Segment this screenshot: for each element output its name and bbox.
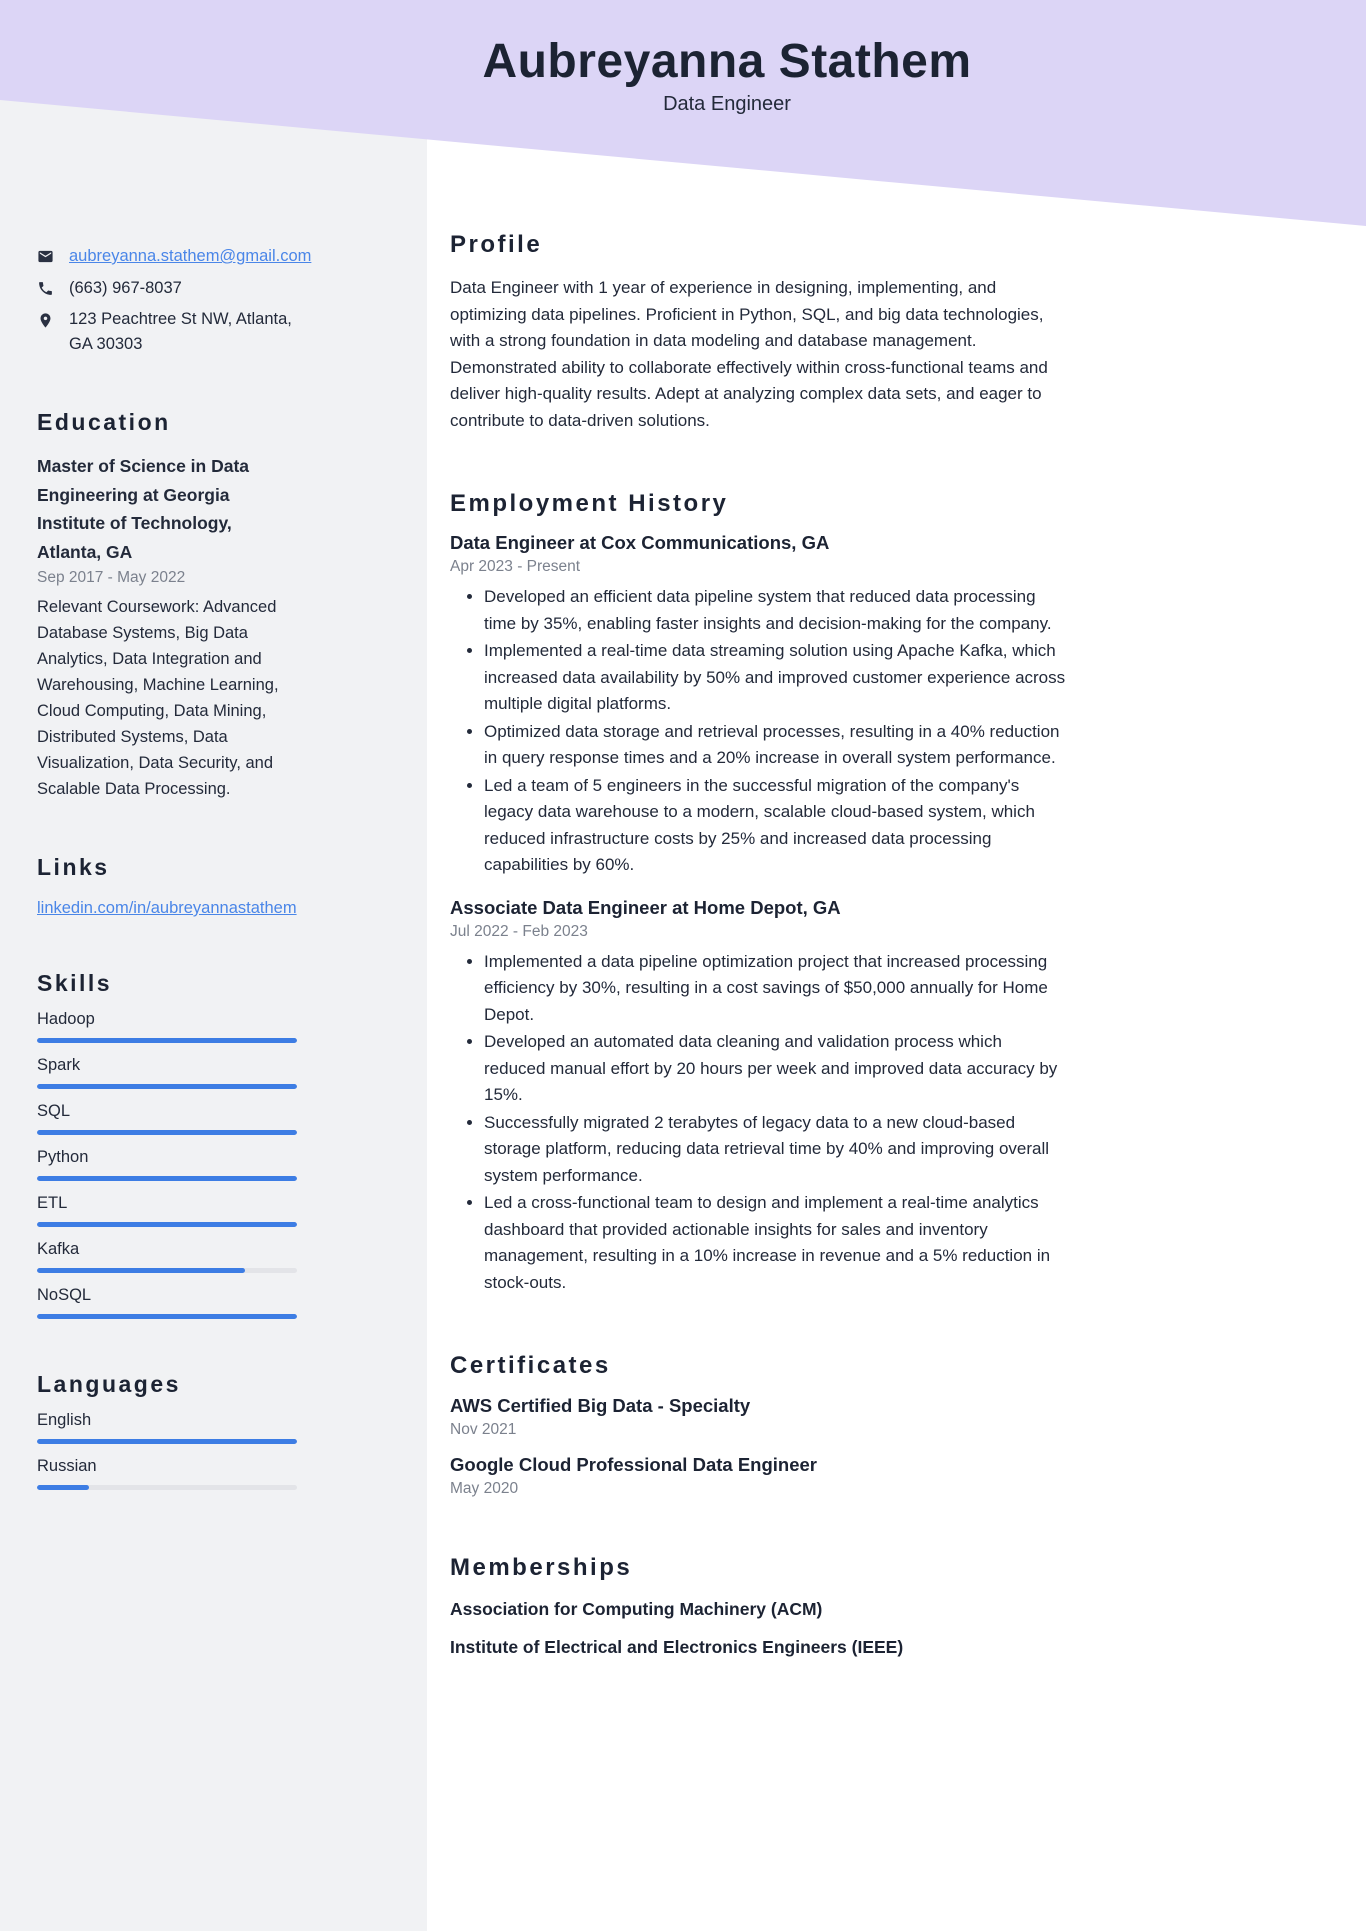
job-entry: [450, 532, 1068, 879]
language-bar-track: [37, 1485, 297, 1490]
job-dates: Jul 2022 - Feb 2023: [450, 922, 588, 940]
address-line-2: GA 30303: [69, 335, 143, 353]
skill-bar-fill: [37, 1130, 297, 1135]
skill-item: [37, 1102, 297, 1135]
job-title: Data Engineer at Cox Communications, GA: [450, 532, 830, 553]
job-bullet-list: [450, 584, 1068, 879]
address-line-1: 123 Peachtree St NW, Atlanta,: [69, 310, 292, 328]
address: [69, 307, 292, 357]
job-bullet: • Developed an automated data cleaning and validation process which reduced manual effort by 20 hours per week and improved data accuracy by 15%.: [484, 1029, 1068, 1109]
certificate-entry: [450, 1454, 1068, 1498]
skill-name: Python: [37, 1148, 89, 1166]
language-item: [37, 1457, 297, 1490]
skill-item: [37, 1056, 297, 1089]
phone-number: (663) 967-8037: [69, 279, 182, 297]
job-bullet: • Led a team of 5 engineers in the successful migration of the company's legacy data warehouse to a modern, scalable cloud-based system, which reduced infrastructure costs by 25% and increased data processing capabilities by 60%.: [484, 773, 1068, 879]
email-link[interactable]: aubreyanna.stathem@gmail.com: [69, 247, 312, 265]
header: [88, 0, 1366, 116]
language-name: Russian: [37, 1457, 97, 1475]
main-column: [450, 231, 1068, 1658]
certificate-date: Nov 2021: [450, 1421, 517, 1438]
job-bullet: • Led a cross-functional team to design and implement a real-time analytics dashboard that provided actionable insights for sales and inventory management, resulting in a 10% increase in revenue and a 5% reduction in stock-outs.: [484, 1190, 1068, 1296]
language-bar-track: [37, 1439, 297, 1444]
skill-bar-track: [37, 1268, 297, 1273]
language-bar-fill: [37, 1439, 297, 1444]
membership-entry: Institute of Electrical and Electronics Engineers (IEEE): [450, 1637, 904, 1657]
skill-bar-fill: [37, 1038, 297, 1043]
skill-bar-track: [37, 1176, 297, 1181]
skill-bar-track: [37, 1130, 297, 1135]
languages-heading: Languages: [37, 1371, 181, 1397]
skill-name: SQL: [37, 1102, 71, 1120]
email-icon: [37, 248, 54, 265]
language-name: English: [37, 1411, 92, 1429]
phone-icon: [37, 280, 54, 297]
job-title: Associate Data Engineer at Home Depot, GA: [450, 896, 841, 918]
education-heading: Education: [37, 409, 171, 435]
skill-bar-track: [37, 1084, 297, 1089]
certificate-title: Google Cloud Professional Data Engineer: [450, 1454, 817, 1475]
skill-bar-track: [37, 1314, 297, 1319]
person-name: Aubreyanna Stathem: [482, 35, 972, 88]
skill-bar-fill: [37, 1176, 297, 1181]
profile-heading: Profile: [450, 231, 543, 258]
skill-bar-fill: [37, 1084, 297, 1089]
contact-address-row: [37, 307, 297, 357]
skill-bar-track: [37, 1222, 297, 1227]
job-entry: [450, 897, 1068, 1297]
job-bullet-list: [450, 949, 1068, 1297]
location-icon: [37, 312, 54, 329]
sidebar: [37, 243, 312, 1490]
certificate-entry: [450, 1395, 1068, 1439]
skill-bar-track: [37, 1038, 297, 1043]
employment-heading: Employment History: [450, 490, 729, 517]
profile-text: Data Engineer with 1 year of experience in designing, implementing, and optimizing data pipelines. Proficient in Python, SQL, and big data technologies, with a strong foundation in data modeling and database management. Demonstrated ability to collaborate effectively within cross-functional teams and deliver high-quality results. Adept at analyzing complex data sets, and eager to contribute to data-driven solutions.: [450, 278, 1048, 430]
skill-item: [37, 1240, 297, 1273]
links-heading: Links: [37, 854, 110, 880]
certificate-title: AWS Certified Big Data - Specialty: [450, 1395, 751, 1416]
job-bullet: • Successfully migrated 2 terabytes of legacy data to a new cloud-based storage platform, reducing data retrieval time by 40% and improving overall system performance.: [484, 1110, 1068, 1190]
skill-item: [37, 1010, 297, 1043]
linkedin-link[interactable]: linkedin.com/in/aubreyannastathem: [37, 899, 297, 917]
job-dates: Apr 2023 - Present: [450, 558, 581, 575]
education-degree: Master of Science in Data Engineering at Georgia Institute of Technology, Atlanta, GA: [37, 456, 250, 562]
skill-item: [37, 1194, 297, 1227]
person-title: Data Engineer: [663, 93, 791, 115]
education-dates: Sep 2017 - May 2022: [37, 569, 186, 586]
skill-item: [37, 1148, 297, 1181]
language-item: [37, 1411, 297, 1444]
skill-name: Hadoop: [37, 1010, 95, 1028]
contact-phone-row: [37, 275, 297, 302]
skill-name: Kafka: [37, 1240, 80, 1258]
skill-name: Spark: [37, 1056, 81, 1074]
memberships-heading: Memberships: [450, 1554, 633, 1581]
job-bullet: • Implemented a data pipeline optimization project that increased processing efficiency by 30%, resulting in a cost savings of $50,000 annually for Home Depot.: [484, 949, 1068, 1029]
skills-heading: Skills: [37, 970, 113, 996]
language-bar-fill: [37, 1485, 89, 1490]
skill-bar-fill: [37, 1222, 297, 1227]
certificates-heading: Certificates: [450, 1352, 611, 1379]
skill-name: ETL: [37, 1194, 68, 1212]
skill-name: NoSQL: [37, 1286, 92, 1304]
education-coursework: Relevant Coursework: Advanced Database Systems, Big Data Analytics, Data Integration and Warehousing, Machine Learning, Cloud Computing, Data Mining, Distributed Systems, Data Visualization, Data Security, and Scalable Data Processing.: [37, 598, 279, 798]
job-bullet: • Optimized data storage and retrieval processes, resulting in a 40% reduction in query response times and a 20% increase in overall system performance.: [484, 719, 1068, 772]
job-bullet: • Developed an efficient data pipeline system that reduced data processing time by 35%, enabling faster insights and decision-making for the company.: [484, 584, 1068, 637]
skill-bar-fill: [37, 1314, 297, 1319]
link-item: [37, 899, 297, 918]
skill-item: [37, 1286, 297, 1319]
job-bullet: • Implemented a real-time data streaming solution using Apache Kafka, which increased data availability by 50% and improved customer experience across multiple digital platforms.: [484, 638, 1068, 718]
skill-bar-fill: [37, 1268, 245, 1273]
certificate-date: May 2020: [450, 1480, 519, 1497]
contact-email-row: [37, 243, 312, 270]
membership-entry: Association for Computing Machinery (ACM): [450, 1599, 823, 1619]
